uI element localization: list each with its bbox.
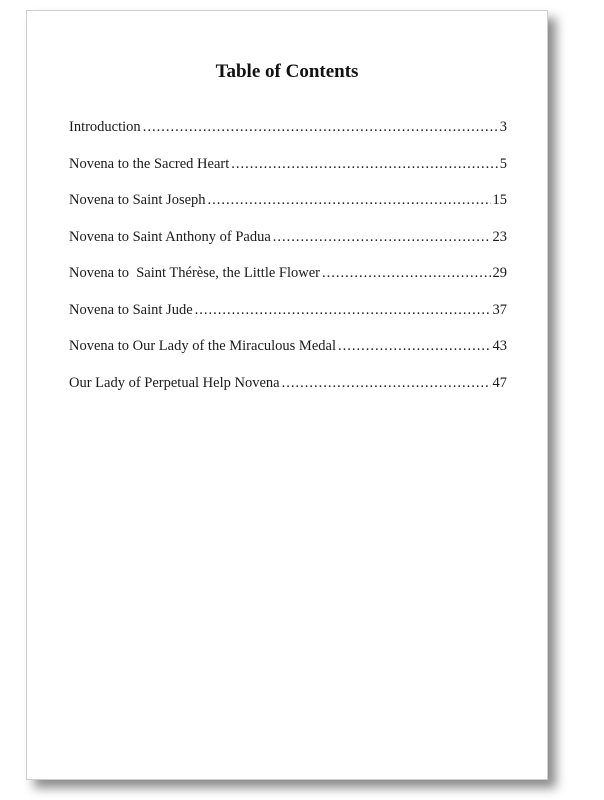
toc-entry-page: 37 — [492, 301, 507, 318]
toc-entry-label: Novena to the Sacred Heart — [69, 155, 230, 172]
toc-entry-page: 23 — [492, 228, 507, 245]
toc-entry-sacred-heart — [69, 156, 507, 193]
toc-entry-saint-anthony — [69, 229, 507, 266]
toc-entry-page: 43 — [492, 338, 507, 354]
toc-entry-label: Novena to Saint Joseph — [69, 192, 206, 208]
dot-leader — [282, 375, 491, 392]
dot-leader — [273, 229, 491, 246]
toc-entry-miraculous-medal — [69, 338, 507, 375]
dot-leader — [208, 192, 491, 209]
toc-entry-introduction — [69, 119, 507, 156]
toc-entry-page: 29 — [492, 265, 507, 281]
dot-leader — [143, 119, 498, 136]
table-of-contents — [69, 119, 507, 411]
dot-leader — [322, 265, 490, 282]
toc-entry-label: Novena to Saint Jude — [69, 301, 193, 318]
toc-entry-page: 47 — [492, 374, 507, 391]
toc-entry-saint-therese — [69, 265, 507, 302]
document-page — [26, 10, 548, 780]
toc-entry-label: Novena to Our Lady of the Miraculous Medal — [69, 338, 336, 354]
toc-entry-label: Novena to Saint Anthony of Padua — [69, 228, 271, 245]
toc-entry-perpetual-help — [69, 375, 507, 412]
dot-leader — [195, 302, 491, 319]
toc-entry-page: 5 — [499, 155, 507, 172]
toc-entry-saint-jude — [69, 302, 507, 339]
page-title: Table of Contents — [215, 61, 359, 82]
dot-leader — [231, 156, 498, 173]
toc-entry-saint-joseph — [69, 192, 507, 229]
dot-leader — [338, 338, 491, 355]
toc-entry-label: Introduction — [69, 119, 141, 135]
toc-entry-page: 3 — [499, 119, 507, 135]
toc-entry-label: Novena to Saint Thérèse, the Little Flower — [69, 265, 321, 281]
toc-entry-page: 15 — [492, 192, 507, 208]
toc-entry-label: Our Lady of Perpetual Help Novena — [69, 374, 280, 391]
